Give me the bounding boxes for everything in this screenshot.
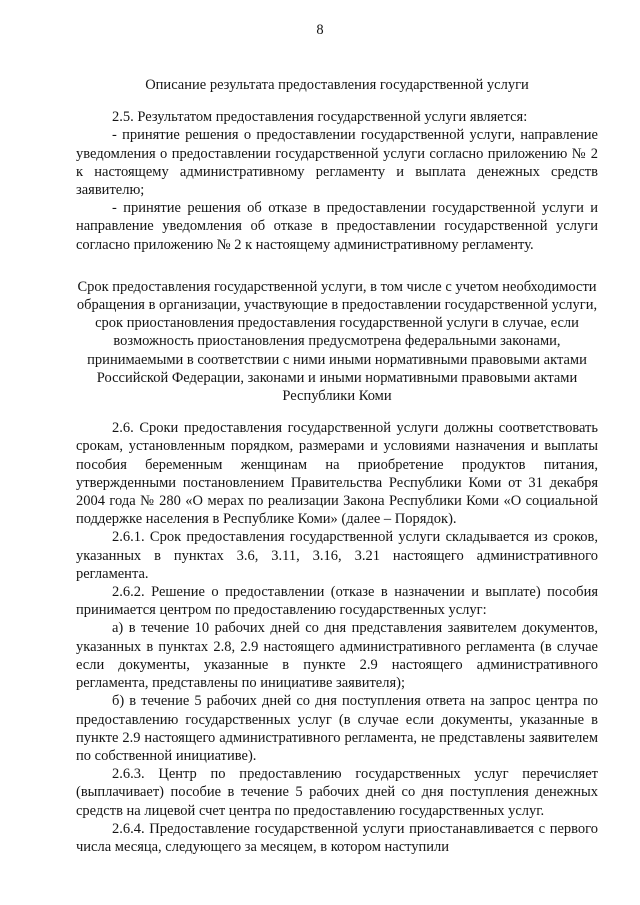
paragraph-2-6-2-b: б) в течение 5 рабочих дней со дня поступления ответа на запрос центра по предоставлению государственных услуг (в случае если документы, указанные в пункте 2.9 настоящего административного регламента, не представлены заявителем по собственной инициативе).	[76, 693, 598, 764]
paragraph-2-6-2: 2.6.2. Решение о предоставлении (отказе в назначении и выплате) пособия принимается центром по предоставлению государственных услуг:	[76, 584, 598, 619]
document-body	[76, 76, 598, 856]
paragraph-2-6-2-a: а) в течение 10 рабочих дней со дня представления заявителем документов, указанных в пунктах 2.8, 2.9 настоящего административного регламента (в случае если документы, указанные в пункте 2.9 настоящего административного регламента, представлены по инициативе заявителя);	[76, 620, 598, 692]
paragraph-2-6-3: 2.6.3. Центр по предоставлению государственных услуг перечисляет (выплачивает) пособие в течение 5 рабочих дней со дня поступления денежных средств на лицевой счет центра по предоставлению государственных услуг.	[76, 766, 598, 819]
page-number: 8	[316, 22, 324, 38]
paragraph-2-6: 2.6. Сроки предоставления государственной услуги должны соответствовать срокам, установленным порядком, размерами и условиями назначения и выплаты пособия беременным женщинам на приобретение продуктов питания, утвержденными постановлением Правительства Республики Коми от 31 декабря 2004 года № 280 «О мерах по реализации Закона Республики Коми «О социальной поддержке населения в Республике Коми» (далее – Порядок).	[76, 420, 598, 528]
section-heading-result: Описание результата предоставления государственной услуги	[145, 77, 529, 93]
paragraph-2-5-item-2: - принятие решения об отказе в предоставлении государственной услуги и направление уведомления об отказе в предоставлении государственной услуги согласно приложению № 2 к настоящему административному регламенту.	[76, 200, 598, 253]
paragraph-2-6-1: 2.6.1. Срок предоставления государственной услуги складывается из сроков, указанных в пунктах 3.6, 3.11, 3.16, 3.21 настоящего административного регламента.	[76, 529, 598, 582]
paragraph-2-5-item-1: - принятие решения о предоставлении государственной услуги, направление уведомления о предоставлении государственной услуги согласно приложению № 2 к настоящему административному регламенту и выплата денежных средств заявителю;	[76, 127, 598, 199]
paragraph-2-6-4: 2.6.4. Предоставление государственной услуги приостанавливается с первого числа месяца, следующего за месяцем, в котором наступили	[76, 820, 598, 855]
section-heading-term: Срок предоставления государственной услуги, в том числе с учетом необходимости обращения в организации, участвующие в предоставлении государственной услуги, срок приостановления предоставления государственной услуги в случае, если возможность приостановления предусмотрена федеральными законами, принимаемыми в соответствии с ними иными нормативными правовыми актами Российской Федерации, законами и иными нормативными правовыми актами Республики Коми	[76, 278, 598, 405]
paragraph-2-5: 2.5. Результатом предоставления государственной услуги является:	[112, 109, 528, 126]
